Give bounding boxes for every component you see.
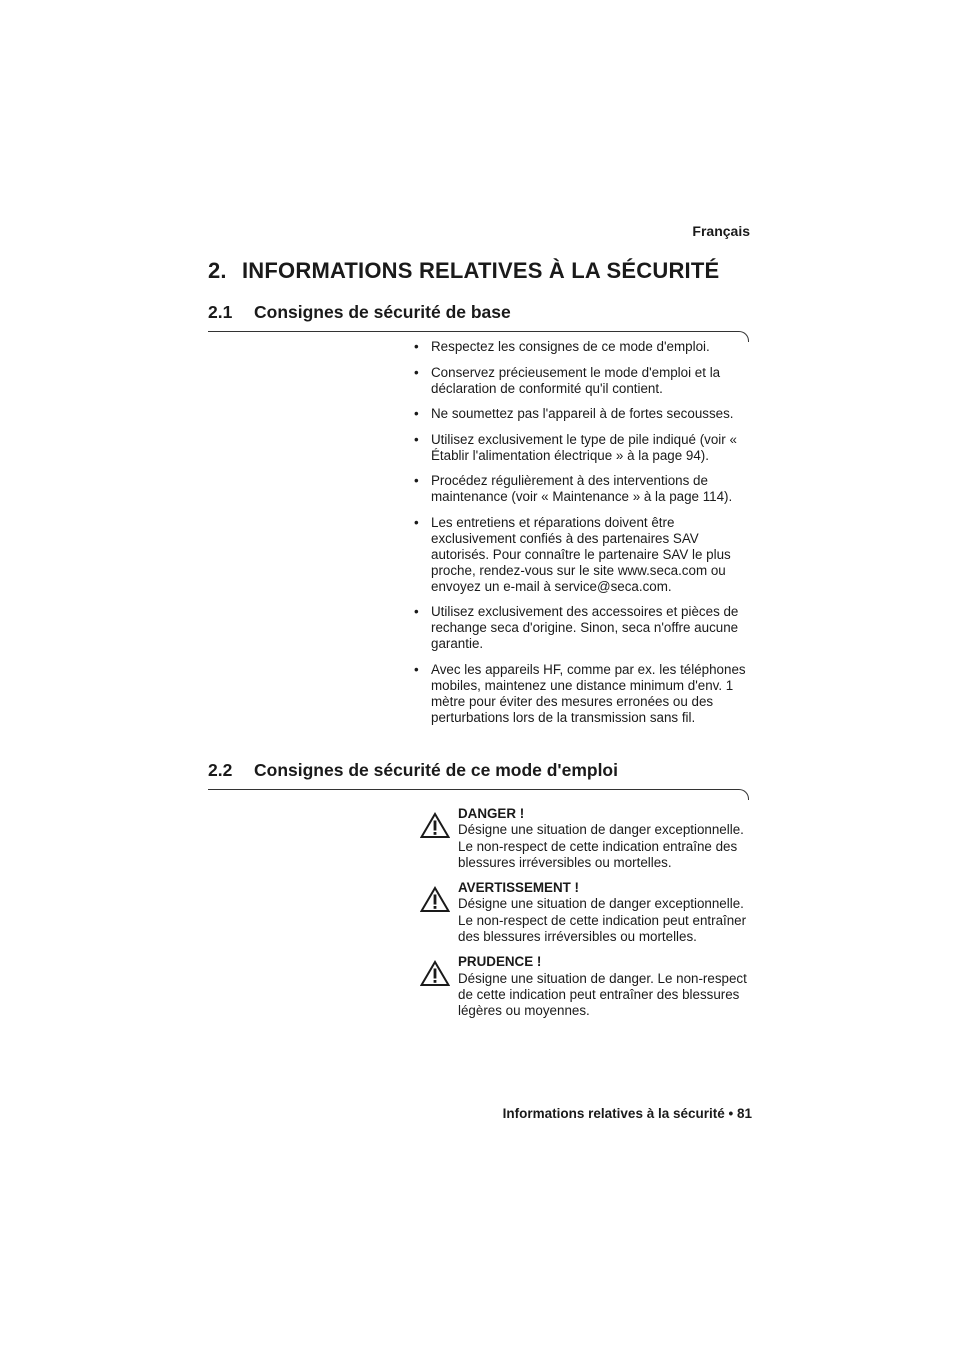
section-number: 2.1 bbox=[208, 302, 233, 322]
warning-prudence bbox=[418, 954, 758, 1019]
list-item bbox=[414, 365, 754, 397]
list-item-text: Utilisez exclusivement des accessoires et pièces de rechange seca d'origine. Sinon, seca n'offre aucune garantie. bbox=[431, 604, 739, 651]
list-item-text: Conservez précieusement le mode d'emploi et la déclaration de conformité qu'il contient. bbox=[431, 364, 721, 396]
bullet-icon: • bbox=[414, 339, 419, 354]
section-number: 2.2 bbox=[208, 760, 233, 780]
warning-title: AVERTISSEMENT ! bbox=[458, 880, 580, 896]
list-item bbox=[414, 432, 754, 464]
list-item bbox=[414, 339, 754, 355]
chapter-title-text: INFORMATIONS RELATIVES À LA SÉCURITÉ bbox=[242, 258, 720, 283]
warning-triangle-icon bbox=[420, 886, 450, 913]
bullet-icon: • bbox=[414, 604, 419, 619]
bullet-icon: • bbox=[414, 406, 419, 421]
language-label: Français bbox=[692, 223, 750, 239]
safety-instructions-list bbox=[414, 339, 754, 735]
section-title-text: Consignes de sécurité de ce mode d'emploi bbox=[254, 760, 618, 780]
list-item-text: Respectez les consignes de ce mode d'emploi. bbox=[431, 339, 710, 354]
list-item-text: Utilisez exclusivement le type de pile indiqué (voir « Établir l'alimentation électrique » à la page 94). bbox=[431, 431, 737, 463]
list-item-text: Ne soumettez pas l'appareil à de fortes secousses. bbox=[431, 406, 734, 421]
chapter-title bbox=[208, 258, 719, 284]
warning-text: Désigne une situation de danger exceptionnelle. Le non-respect de cette indication peut entraîner des blessures irréversibles ou mortelles. bbox=[458, 896, 747, 945]
list-item bbox=[414, 515, 754, 595]
bullet-icon: • bbox=[414, 364, 419, 380]
list-item-text: Avec les appareils HF, comme par ex. les téléphones mobiles, maintenez une distance minimum d'env. 1 mètre pour éviter des mesures erronées ou des perturbations lors de la transmission sans fil. bbox=[431, 661, 746, 725]
bullet-icon: • bbox=[414, 661, 419, 677]
list-item bbox=[414, 473, 754, 505]
warning-title: PRUDENCE ! bbox=[458, 954, 542, 970]
bullet-icon: • bbox=[414, 473, 419, 488]
list-item bbox=[414, 604, 754, 652]
warning-text: Désigne une situation de danger. Le non-respect de cette indication peut entraîner des blessures légères ou moyennes. bbox=[458, 970, 747, 1019]
list-item bbox=[414, 406, 754, 422]
section-title-manual-safety bbox=[208, 760, 618, 781]
warning-avertissement bbox=[418, 880, 758, 945]
chapter-number: 2. bbox=[208, 258, 227, 283]
section-divider bbox=[208, 789, 749, 800]
section-title-text: Consignes de sécurité de base bbox=[254, 302, 511, 322]
list-item bbox=[414, 662, 754, 726]
bullet-icon: • bbox=[414, 514, 419, 530]
section-title-basic-safety bbox=[208, 302, 511, 323]
warning-title: DANGER ! bbox=[458, 806, 525, 821]
warning-levels bbox=[418, 806, 758, 1029]
list-item-text: Les entretiens et réparations doivent être exclusivement confiés à des partenaires SAV autorisés. Pour connaître le partenaire SAV le plus proche, rendez-vous sur le site www.seca.com ou envoyez un e-mail à service@seca.com. bbox=[431, 514, 731, 594]
page-footer: Informations relatives à la sécurité • 81 bbox=[502, 1106, 752, 1121]
list-item-text: Procédez régulièrement à des interventions de maintenance (voir « Maintenance » à la page 114). bbox=[431, 473, 733, 504]
warning-text: Désigne une situation de danger exceptionnelle. Le non-respect de cette indication entraîne des blessures irréversibles ou mortelles. bbox=[458, 822, 744, 870]
warning-danger bbox=[418, 806, 758, 871]
warning-triangle-icon bbox=[420, 812, 450, 839]
warning-triangle-icon bbox=[420, 960, 450, 987]
bullet-icon: • bbox=[414, 431, 419, 447]
